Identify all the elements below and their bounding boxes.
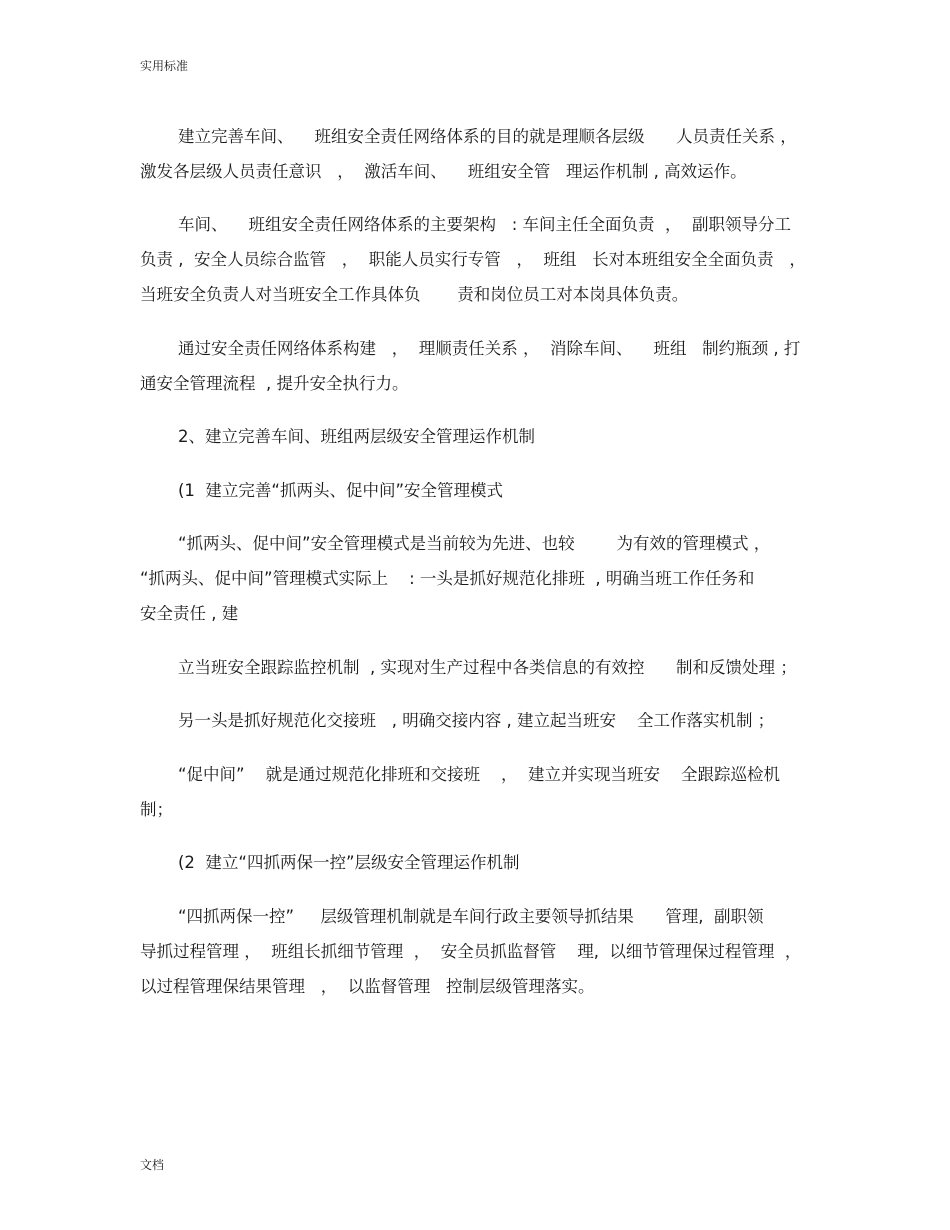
paragraph-line: “抓两头、促中间”管理模式实际上 : 一头是抓好规范化排班 , 明确当班工作任务和 [140,569,755,588]
paragraph-line: 当班安全负责人对当班安全工作具体负 责和岗位员工对本岗具体负责。 [140,285,689,304]
paragraph-line: 负责 , 安全人员综合监管 ， 职能人员实行专管 ， 班组 长对本班组安全全面负责 ， [140,250,806,269]
paragraph-line: 安全责任 , 建 [140,604,239,623]
subsection-heading: (1 建立完善“抓两头、促中间”安全管理模式 [178,481,504,500]
paragraph-line: “四抓两保一控” 层级管理机制就是车间行政主要领导抓结果 管理, 副职领 [178,907,764,926]
paragraph-line: 激发各层级人员责任意识 ， 激活车间、 班组安全管 理运作机制 , 高效运作。 [140,162,747,181]
paragraph-line: 导抓过程管理 ， 班组长抓细节管理 ， 安全员抓监督管 理, 以细节管理保过程管理 ， [140,942,802,961]
subsection-heading: (2 建立“四抓两保一控”层级安全管理运作机制 [178,853,520,872]
paragraph-line: 立当班安全跟踪监控机制 , 实现对生产过程中各类信息的有效控 制和反馈处理 ； [178,658,797,677]
paragraph-line: 通过安全责任网络体系构建 ， 理顺责任关系 ， 消除车间、 班组 制约瓶颈 , 打 [178,339,801,358]
paragraph-line: 车间、 班组安全责任网络体系的主要架构 : 车间主任全面负责 ， 副职领导分工 [178,215,791,234]
paragraph-line: 以过程管理保结果管理 ， 以监督管理 控制层级管理落实。 [140,977,595,996]
paragraph-line: “促中间” 就是通过规范化排班和交接班 ， 建立并实现当班安 全跟踪巡检机 [178,765,781,784]
paragraph-line: 通安全管理流程 , 提升安全执行力。 [140,374,409,393]
paragraph-line: 制； [140,800,173,819]
section-heading: 2、建立完善车间、班组两层级安全管理运作机制 [178,427,535,446]
running-footer: 文档 [140,1158,165,1172]
running-header: 实用标准 [140,59,189,73]
paragraph-line: 另一头是抓好规范化交接班 , 明确交接内容 , 建立起当班安 全工作落实机制 ； [178,711,775,730]
paragraph-line: “抓两头、促中间”安全管理模式是当前较为先进、也较 为有效的管理模式 ， [178,534,771,553]
paragraph-line: 建立完善车间、 班组安全责任网络体系的目的就是理顺各层级 人员责任关系 ， [178,127,797,146]
